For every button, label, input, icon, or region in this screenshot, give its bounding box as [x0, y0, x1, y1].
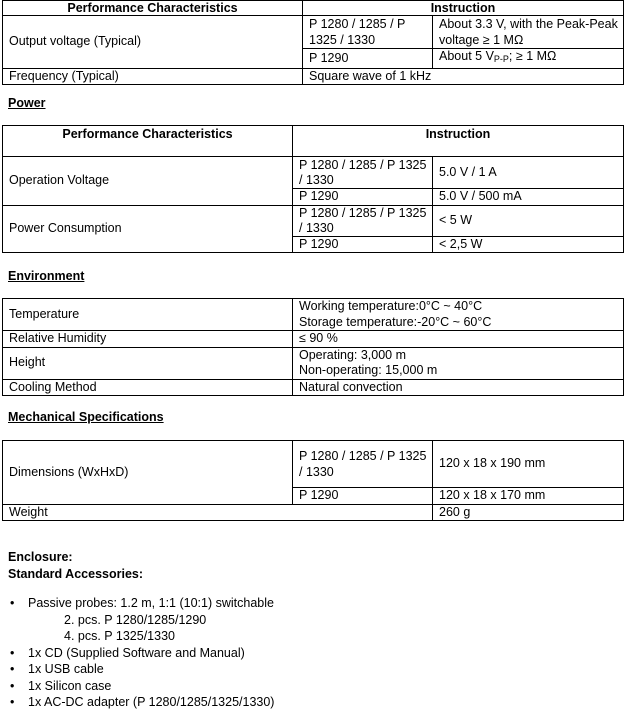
height-label: Height [3, 347, 293, 379]
list-item-adapter: • 1x AC-DC adapter (P 1280/1285/1325/1330) [8, 694, 274, 711]
temperature-label: Temperature [3, 299, 293, 331]
power-table [2, 125, 624, 253]
cooling-label: Cooling Method [3, 379, 293, 396]
output-voltage-value-a: About 3.3 V, with the Peak-Peak voltage ≥ 1 MΩ [433, 16, 624, 49]
mechanical-table [2, 440, 624, 521]
probes-sub-item-2: 4. pcs. P 1325/1330 [64, 629, 175, 643]
power-heading: Power [8, 96, 46, 110]
height-value: Operating: 3,000 m Non-operating: 15,000 m [293, 347, 624, 379]
list-item-case: • 1x Silicon case [8, 678, 274, 695]
power-consumption-model-b: P 1290 [293, 236, 433, 253]
power-col-header-characteristics: Performance Characteristics [3, 126, 293, 157]
operation-voltage-value-b: 5.0 V / 500 mA [433, 189, 624, 206]
mechanical-heading: Mechanical Specifications [8, 410, 164, 424]
power-consumption-label: Power Consumption [3, 205, 293, 253]
dimensions-value-b: 120 x 18 x 170 mm [433, 488, 624, 505]
output-voltage-model-a: P 1280 / 1285 / P 1325 / 1330 [303, 16, 433, 49]
output-voltage-model-b: P 1290 [303, 49, 433, 69]
dimensions-model-b: P 1290 [293, 488, 433, 505]
accessories-heading: Standard Accessories: [8, 566, 144, 581]
frequency-value: Square wave of 1 kHz [303, 68, 624, 85]
col-header-instruction: Instruction [303, 1, 624, 16]
probes-sub-item-1: 2. pcs. P 1280/1285/1290 [64, 612, 207, 627]
environment-heading: Environment [8, 269, 85, 283]
output-voltage-label: Output voltage (Typical) [3, 16, 303, 69]
list-item-probes: • Passive probes: 1.2 m, 1:1 (10:1) switchable [8, 595, 274, 612]
power-consumption-value-a: < 5 W [433, 205, 624, 236]
frequency-label: Frequency (Typical) [3, 68, 303, 85]
dimensions-label: Dimensions (WxHxD) [3, 441, 293, 505]
humidity-label: Relative Humidity [3, 331, 293, 348]
power-consumption-model-a: P 1280 / 1285 / P 1325 / 1330 [293, 205, 433, 236]
operation-voltage-model-b: P 1290 [293, 189, 433, 206]
weight-value: 260 g [433, 504, 624, 521]
weight-label: Weight [3, 504, 433, 521]
list-item-usb: • 1x USB cable [8, 661, 274, 678]
dimensions-value-a: 120 x 18 x 190 mm [433, 441, 624, 488]
cooling-value: Natural convection [293, 379, 624, 396]
list-item-cd: • 1x CD (Supplied Software and Manual) [8, 645, 274, 662]
operation-voltage-value-a: 5.0 V / 1 A [433, 157, 624, 189]
operation-voltage-model-a: P 1280 / 1285 / P 1325 / 1330 [293, 157, 433, 189]
dimensions-model-a: P 1280 / 1285 / P 1325 / 1330 [293, 441, 433, 488]
enclosure-section [8, 549, 143, 582]
operation-voltage-label: Operation Voltage [3, 157, 293, 206]
enclosure-heading: Enclosure: [8, 550, 73, 564]
col-header-characteristics: Performance Characteristics [3, 1, 303, 16]
output-table [2, 0, 624, 85]
humidity-value: ≤ 90 % [293, 331, 624, 348]
power-col-header-instruction: Instruction [293, 126, 624, 157]
accessories-list [8, 595, 274, 711]
power-consumption-value-b: < 2,5 W [433, 236, 624, 253]
environment-table [2, 298, 624, 396]
output-voltage-value-b: About 5 $V_{P-P}$; ≥ 1 MΩ [433, 49, 624, 69]
temperature-value: Working temperature:0°C ~ 40°C Storage temperature:-20°C ~ 60°C [293, 299, 624, 331]
